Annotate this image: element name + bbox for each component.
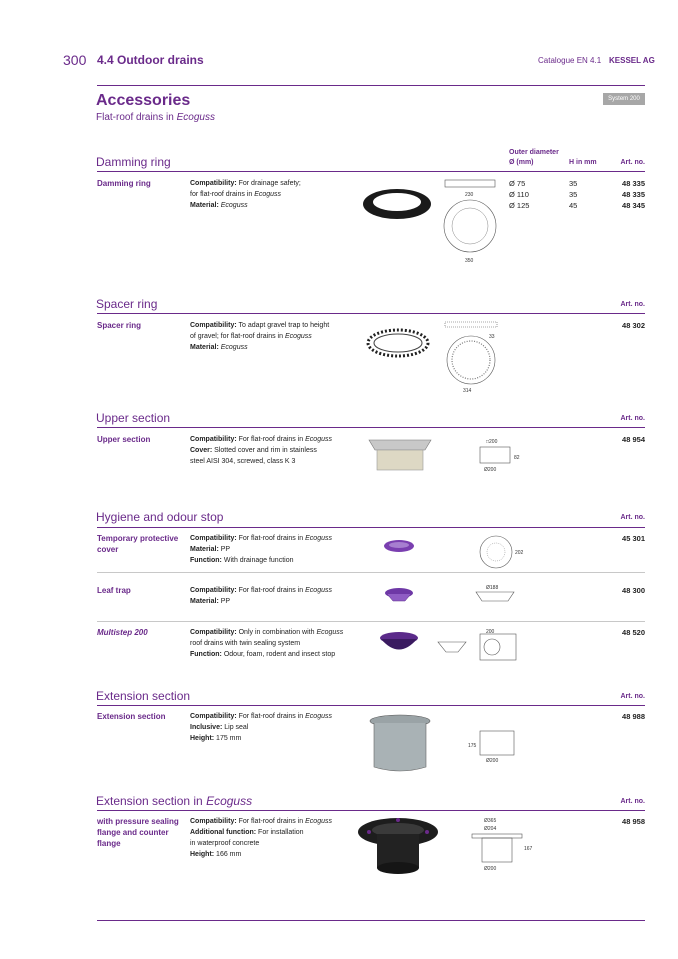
- upper-section-drawing: [474, 435, 524, 473]
- section-title-ext-ecoguss: Extension section in Ecoguss: [96, 794, 253, 808]
- ext-ecoguss-image: [355, 814, 441, 878]
- height-values: 35 35 45: [569, 179, 578, 210]
- svg-text:167: 167: [524, 846, 533, 852]
- item-description: Compatibility: To adapt gravel trap to height of gravel; for flat-roof drains in Ecoguss Material: Ecoguss: [190, 322, 330, 351]
- protective-cover-drawing: [474, 534, 524, 570]
- page-number: 300: [63, 52, 87, 68]
- col-art-no: Art. no.: [620, 301, 645, 308]
- col-art-no: Art. no.: [620, 514, 645, 521]
- art-no-values: 48 335 48 335 48 345: [622, 179, 645, 210]
- catalogue-label: Catalogue EN 4.1: [538, 56, 602, 65]
- section-divider: [97, 527, 645, 528]
- section-title-upper: Upper section: [96, 411, 171, 425]
- art-no: 48 520: [622, 628, 645, 637]
- item-description: Compatibility: For flat-roof drains in Ecoguss Inclusive: Lip seal Height: 175 mm: [190, 713, 332, 742]
- item-description: Compatibility: For flat-roof drains in Ecoguss Material: PP Function: With drainage function: [190, 535, 332, 564]
- section-title-extension: Extension section: [96, 689, 191, 703]
- item-name: with pressure sealing flange and counter flange: [97, 817, 179, 848]
- section-title-spacer: Spacer ring: [96, 297, 158, 311]
- item-description: Compatibility: For flat-roof drains in Ecoguss Additional function: For installation in waterproof concrete Height: 166 mm: [190, 818, 332, 858]
- svg-text:350: 350: [465, 258, 474, 264]
- svg-text:Ø365: Ø365: [484, 818, 497, 824]
- item-name: Damming ring: [97, 179, 151, 188]
- diameter-values: Ø 75 Ø 110 Ø 125: [509, 179, 530, 210]
- upper-section-image: [365, 432, 435, 474]
- row-divider: [97, 621, 645, 622]
- section-divider: [97, 313, 645, 314]
- svg-text:Ø204: Ø204: [484, 826, 497, 832]
- svg-text:Ø200: Ø200: [484, 467, 497, 473]
- item-name: Extension section: [97, 712, 166, 721]
- damming-ring-drawing: [443, 178, 503, 268]
- system-badge: System 200: [603, 93, 645, 105]
- row-divider: [97, 572, 645, 573]
- svg-text:202: 202: [515, 550, 524, 556]
- extension-section-image: [368, 713, 432, 773]
- multistep-drawing: [436, 630, 526, 664]
- col-h: H in mm: [569, 159, 597, 166]
- art-no: 48 300: [622, 586, 645, 595]
- col-outer-diameter-unit: Ø (mm): [509, 159, 534, 166]
- svg-text:□200: □200: [486, 439, 498, 445]
- item-description: Compatibility: For drainage safety; for flat-roof drains in Ecoguss Material: Ecoguss: [190, 180, 301, 209]
- header-divider: [97, 85, 645, 86]
- page-title: Accessories: [96, 92, 191, 109]
- item-name: Leaf trap: [97, 586, 131, 595]
- section-divider: [97, 171, 645, 172]
- col-art-no: Art. no.: [620, 159, 645, 166]
- svg-text:Ø200: Ø200: [484, 866, 497, 872]
- ext-ecoguss-drawing: [460, 816, 540, 872]
- svg-text:33: 33: [489, 334, 495, 340]
- section-title-damming: Damming ring: [96, 155, 171, 169]
- col-art-no: Art. no.: [620, 798, 645, 805]
- art-no: 45 301: [622, 534, 645, 543]
- art-no: 48 958: [622, 817, 645, 826]
- col-art-no: Art. no.: [620, 415, 645, 422]
- item-name: Upper section: [97, 435, 151, 444]
- svg-text:Ø188: Ø188: [486, 585, 499, 591]
- item-description: Compatibility: For flat-roof drains in Ecoguss Cover: Slotted cover and rim in stainless steel AISI 304, screwed, class K 3: [190, 436, 332, 465]
- col-art-no: Art. no.: [620, 693, 645, 700]
- section-heading: 4.4 Outdoor drains: [97, 53, 204, 67]
- multistep-image: [378, 630, 422, 656]
- item-name: Spacer ring: [97, 321, 142, 330]
- svg-text:314: 314: [463, 388, 472, 394]
- section-divider: [97, 427, 645, 428]
- svg-text:82: 82: [514, 455, 520, 461]
- section-title-hygiene: Hygiene and odour stop: [96, 510, 224, 524]
- col-outer-diameter: Outer diameter: [509, 149, 559, 156]
- brand-label: KESSEL AG: [609, 56, 655, 65]
- item-description: Compatibility: Only in combination with Ecoguss roof drains with twin sealing system Function: Odour, foam, rodent and insect stop: [190, 629, 344, 658]
- spacer-ring-drawing: [443, 320, 513, 395]
- art-no: 48 954: [622, 435, 645, 444]
- section-divider: [97, 705, 645, 706]
- art-no: 48 302: [622, 321, 645, 330]
- item-name: Multistep 200: [97, 628, 148, 637]
- page-subtitle: Flat-roof drains in Ecoguss: [96, 112, 215, 123]
- leaf-trap-image: [383, 586, 417, 604]
- item-name: Temporary protective cover: [97, 534, 179, 554]
- section-divider: [97, 810, 645, 811]
- svg-text:230: 230: [465, 192, 474, 198]
- leaf-trap-drawing: [474, 583, 534, 605]
- svg-text:175: 175: [468, 743, 477, 749]
- item-description: Compatibility: For flat-roof drains in Ecoguss Material: PP: [190, 587, 332, 605]
- protective-cover-image: [383, 538, 417, 554]
- art-no: 48 988: [622, 712, 645, 721]
- footer-divider: [97, 920, 645, 921]
- svg-text:Ø200: Ø200: [486, 758, 499, 764]
- spacer-ring-image: [365, 325, 435, 361]
- svg-text:200: 200: [486, 629, 495, 635]
- damming-ring-image: [360, 182, 440, 232]
- extension-section-drawing: [466, 727, 526, 763]
